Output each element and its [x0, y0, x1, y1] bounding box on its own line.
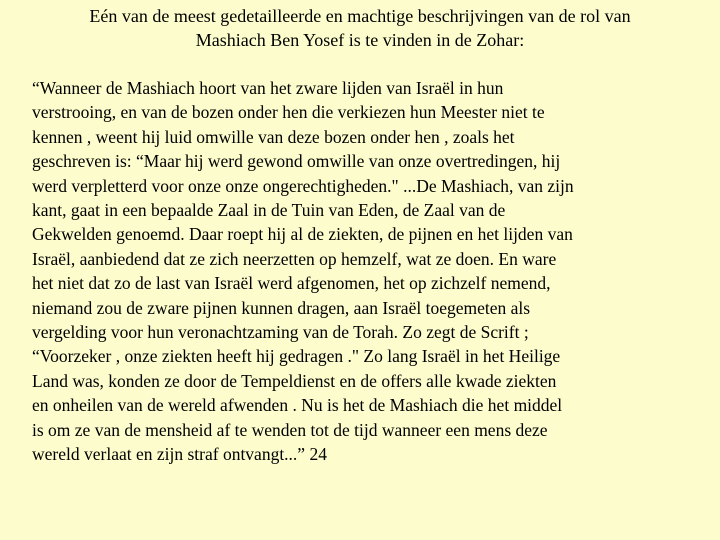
slide-heading [20, 4, 700, 52]
zohar-quote [32, 76, 692, 467]
quote-line: het niet dat zo de last van Israël werd afgenomen, het op zichzelf nemend, [32, 273, 551, 294]
quote-line: geschreven is: “Maar hij werd gewond omwille van onze overtredingen, hij [32, 151, 561, 172]
heading-line-1: Eén van de meest gedetailleerde en machtige beschrijvingen van de rol van [89, 6, 631, 26]
quote-line: “Wanneer de Mashiach hoort van het zware lijden van Israël in hun [32, 78, 504, 98]
quote-line: wereld verlaat en zijn straf ontvangt...” 24 [32, 444, 327, 465]
quote-line: is om ze van de mensheid af te wenden tot de tijd wanneer een mens deze [32, 419, 548, 440]
quote-line: kennen , weent hij luid omwille van deze bozen onder hen , zoals het [32, 126, 515, 147]
quote-line: “Voorzeker , onze ziekten heeft hij gedragen ." Zo lang Israël in het Heilige [32, 346, 561, 367]
quote-line: kant, gaat in een bepaalde Zaal in de Tuin van Eden, de Zaal van de [32, 200, 506, 221]
quote-line: werd verpletterd voor onze onze ongerechtigheden." ...De Mashiach, van zijn [32, 175, 574, 196]
quote-line: niemand zou de zware pijnen kunnen dragen, aan Israël toegemeten als [32, 297, 531, 318]
quote-line: Land was, konden ze door de Tempeldienst en de offers alle kwade ziekten [32, 370, 557, 391]
quote-line: en onheilen van de wereld afwenden . Nu is het de Mashiach die het middel [32, 395, 563, 416]
quote-line: Gekwelden genoemd. Daar roept hij al de ziekten, de pijnen en het lijden van [32, 224, 573, 245]
quote-line: verstrooing, en van de bozen onder hen die verkiezen hun Meester niet te [32, 102, 545, 123]
quote-line: Israël, aanbiedend dat ze zich neerzetten op hemzelf, wat ze doen. En ware [32, 248, 557, 269]
quote-line: vergelding voor hun veronachtzaming van de Torah. Zo zegt de Scrift ; [32, 322, 529, 343]
heading-line-2: Mashiach Ben Yosef is te vinden in de Zohar: [195, 30, 525, 50]
